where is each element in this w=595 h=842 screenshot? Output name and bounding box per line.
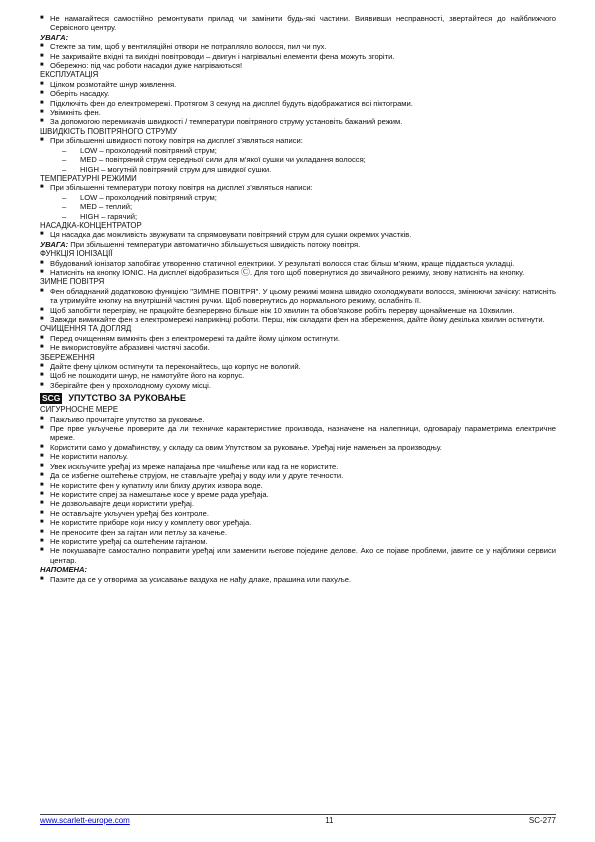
bullet-item [40, 183, 556, 192]
text-part: Натисніть на кнопку IONIC. На дисплеї відобразиться [50, 267, 242, 277]
bullet-text: Ця насадка дає можливість звужувати та спрямовувати повітряний струм для сушки окремих участків. [50, 230, 412, 240]
bullet-item [40, 415, 556, 424]
document-body [40, 14, 556, 584]
note-heading: УВАГА: [40, 32, 69, 42]
bullet-item [40, 230, 556, 239]
bullet-text: Не користите приборе који нису у комплету овог уређаја. [50, 518, 252, 528]
bullet-text: Користити само у домаћинству, у складу са овим Упутством за руковање. Уређај није намењен за производњу. [50, 442, 442, 452]
dash-marker: – [62, 145, 67, 155]
bullet-marker: ■ [40, 528, 44, 535]
bullet-text: Підключіть фен до електромережі. Протягом 3 секунд на дисплеї будуть відображатися всі піктограми. [50, 98, 413, 108]
bullet-marker: ■ [40, 537, 44, 544]
bullet-marker: ■ [40, 137, 44, 144]
bullet-marker: ■ [40, 334, 44, 341]
bullet-marker: ■ [40, 306, 44, 313]
bullet-text: Оберіть насадку. [50, 89, 110, 99]
bullet-text: Не дозвољавајте деци користити уређај. [50, 499, 194, 509]
bullet-marker: ■ [40, 472, 44, 479]
bullet-marker: ■ [40, 372, 44, 379]
bullet-item [40, 334, 556, 343]
bullet-text: Да се избегне оштећење струјом, не стављајте уређај у воду или у друге течности. [50, 471, 344, 481]
bullet-item [40, 481, 556, 490]
bullet-marker: ■ [40, 490, 44, 497]
bullet-marker: ■ [40, 99, 44, 106]
bullet-text: Не користите уређај са оштећеним гајтаном. [50, 536, 208, 546]
bullet-item [40, 509, 556, 518]
bullet-text: Перед очищенням вимкніть фен з електромережі та дайте йому цілком остигнути. [50, 333, 341, 343]
bullet-marker: ■ [40, 184, 44, 191]
dash-item [40, 202, 556, 211]
ionic-icon: Ⓒ [241, 266, 251, 277]
dash-text: LOW – прохолодний повітряний струм; [80, 192, 217, 202]
bullet-text: Не остављајте укључен уређај без контроле. [50, 508, 209, 518]
bullet-text: За допомогою перемикачів швидкості / температури повітряного струму установіть бажаний режим. [50, 117, 403, 127]
bullet-marker: ■ [40, 453, 44, 460]
bullet-marker: ■ [40, 363, 44, 370]
bullet-text: Не користити напољу. [50, 452, 129, 462]
language-section-header [40, 393, 556, 404]
page-number: 11 [325, 816, 334, 825]
section-heading: ОЧИЩЕННЯ ТА ДОГЛЯД [40, 324, 132, 334]
bullet-item [40, 371, 556, 380]
section-heading: НАСАДКА-КОНЦЕНТРАТОР [40, 220, 142, 230]
bullet-item [40, 14, 556, 33]
bullet-text: Щоб запобігти перегріву, не працюйте безперервно більше ніж 10 хвилин та обов'язкове робіть перерву щонайменше на 10хвилин. [50, 305, 515, 315]
bullet-text: Не покушавајте самостално поправити уређај или заменити његове поједине делове. Ако се појаве проблеми, јавите се у најближи сервиси центар. [50, 546, 556, 565]
dash-item [40, 193, 556, 202]
bullet-item [40, 575, 556, 584]
bullet-marker: ■ [40, 519, 44, 526]
bullet-marker: ■ [40, 268, 44, 275]
bullet-text: Пазите да се у отворима за усисавање ваздуха не нађу длаке, прашина или пахуље. [50, 574, 352, 584]
bullet-marker: ■ [40, 118, 44, 125]
dash-text: HIGH – гарячий; [80, 211, 138, 221]
bullet-text: При збільшенні температури потоку повітря на дисплеї з’являться написи: [50, 183, 313, 193]
bullet-text: Обережно: під час роботи насадки дуже нагріваються! [50, 61, 243, 71]
bullet-marker: ■ [40, 500, 44, 507]
bullet-text: Увімкніть фен. [50, 108, 101, 118]
bullet-item [40, 99, 556, 108]
bullet-item [40, 108, 556, 117]
bullet-text: Не користите фен у купатилу или близу других извора воде. [50, 480, 263, 490]
bullet-marker: ■ [40, 109, 44, 116]
bullet-marker: ■ [40, 344, 44, 351]
bullet-item [40, 80, 556, 89]
bullet-text: Вбудований іонізатор запобігає утворенню статичної електрики. У результаті волосся стає більш м’яким, краще піддається укладці. [50, 258, 515, 268]
bullet-marker: ■ [40, 425, 44, 432]
bullet-marker: ■ [40, 462, 44, 469]
bullet-marker: ■ [40, 259, 44, 266]
bullet-item [40, 306, 556, 315]
bullet-text: Не преносите фен за гајтан или петљу за качење. [50, 527, 227, 537]
bullet-text: Зберігайте фен у прохолодному сухому місці. [50, 380, 211, 390]
dash-marker: – [62, 192, 67, 202]
bullet-marker: ■ [40, 90, 44, 97]
bullet-item [40, 443, 556, 452]
section-heading: ФУНКЦІЯ ІОНІЗАЦІЇ [40, 249, 113, 259]
dash-item [40, 155, 556, 164]
bullet-text: Дайте фену цілком остигнути та переконайтесь, що корпус не вологий. [50, 362, 301, 372]
bullet-item [40, 61, 556, 70]
bullet-item [40, 89, 556, 98]
dash-item [40, 146, 556, 155]
bullet-item [40, 471, 556, 480]
bullet-item [40, 546, 556, 565]
bullet-text: Пажљиво прочитајте упутство за руковање. [50, 414, 205, 424]
bullet-item [40, 287, 556, 306]
note-text: При збільшенні температури автоматично збільшується швидкість потоку повітря. [68, 239, 361, 249]
bullet-text: Щоб не пошкодити шнур, не намотуйте його на корпус. [50, 371, 245, 381]
dash-text: LOW – прохолодний повітряний струм; [80, 145, 217, 155]
bullet-text: Цілком розмотайте шнур живлення. [50, 79, 177, 89]
bullet-marker: ■ [40, 231, 44, 238]
dash-item [40, 165, 556, 174]
bullet-text: Не намагайтеся самостійно ремонтувати прилад чи замінити будь-які частини. Виявивши несправності, звертайтеся до найближчого Сервісного центру. [50, 14, 556, 33]
bullet-item [40, 268, 556, 277]
bullet-text: Не користите спреј за намештање косе у време рада уређаја. [50, 489, 269, 499]
bullet-marker: ■ [40, 443, 44, 450]
website-link[interactable]: www.scarlett-europe.com [40, 816, 130, 825]
bullet-item [40, 518, 556, 527]
bullet-text: Не використовуйте абразивні чистячі засоби. [50, 343, 210, 353]
bullet-item [40, 362, 556, 371]
bullet-item [40, 52, 556, 61]
bullet-text: При збільшенні швидкості потоку повітря на дисплеї з’являться написи: [50, 136, 303, 146]
bullet-item [40, 537, 556, 546]
bullet-text: Не закривайте вхідні та вихідні повітроводи – двигун і нагрівальні елементи фена можуть згоріти. [50, 51, 395, 61]
bullet-marker: ■ [40, 575, 44, 582]
bullet-item [40, 381, 556, 390]
note-paragraph [40, 240, 556, 249]
model-number: SC-277 [528, 816, 556, 825]
section-heading: ШВИДКІСТЬ ПОВІТРЯНОГО СТРУМУ [40, 126, 178, 136]
bullet-item [40, 499, 556, 508]
page-footer [40, 814, 556, 825]
bullet-item [40, 452, 556, 461]
dash-marker: – [62, 211, 67, 221]
bullet-marker: ■ [40, 381, 44, 388]
bullet-text [50, 268, 556, 277]
section-heading: ЗБЕРЕЖЕННЯ [40, 352, 95, 362]
bullet-marker: ■ [40, 43, 44, 50]
bullet-marker: ■ [40, 547, 44, 554]
bullet-text: Фен обладнаний додатковою функцією "ЗИМНЕ ПОВІТРЯ". У цьому режимі можна швидко охолоджувати волосся, змінюючи зачіску: натисніть та утримуйте кнопку на внутрішній частині ручки. Щоб повернутись до нормального режиму, ослабніть її. [50, 286, 556, 306]
dash-marker: – [62, 202, 67, 212]
bullet-item [40, 462, 556, 471]
dash-text: MED – повітряний струм середньої сили для м’якої сушки чи укладання волосся; [80, 155, 366, 165]
bullet-item [40, 117, 556, 126]
dash-text: MED – теплий; [80, 202, 133, 212]
language-section-title: УПУТСТВО ЗА РУКОВАЊЕ [68, 393, 186, 404]
note-lead: УВАГА: [40, 239, 69, 249]
bullet-marker: ■ [40, 481, 44, 488]
dash-marker: – [62, 164, 67, 174]
bullet-item [40, 424, 556, 443]
section-heading: СИГУРНОСНЕ МЕРЕ [40, 405, 119, 415]
bullet-text: Пре прве укључење проверите да ли техничке карактеристике производа, назначене на налепници, одговарају параметрима електричне мреже. [50, 424, 556, 443]
section-heading: ЕКСПЛУАТАЦІЯ [40, 70, 99, 80]
section-heading: ЗИМНЕ ПОВІТРЯ [40, 277, 105, 287]
language-code-badge: SCG [42, 393, 61, 404]
bullet-marker: ■ [40, 15, 44, 21]
note-heading: НАПОМЕНА: [40, 565, 88, 575]
bullet-marker: ■ [40, 80, 44, 87]
bullet-item [40, 315, 556, 324]
bullet-marker: ■ [40, 415, 44, 422]
dash-text: HIGH – могутній повітряний струм для швидкої сушки. [80, 164, 272, 174]
bullet-text: Стежте за тим, щоб у вентиляційні отвори не потрапляло волосся, пил чи пух. [50, 42, 327, 52]
bullet-item [40, 259, 556, 268]
bullet-marker: ■ [40, 287, 44, 294]
section-heading: ТЕМПЕРАТУРНІ РЕЖИМИ [40, 173, 137, 183]
bullet-marker: ■ [40, 62, 44, 69]
bullet-text: Увек искључите уређај из мреже напајања пре чишћење или кад га не користите. [50, 461, 339, 471]
bullet-item [40, 136, 556, 145]
bullet-marker: ■ [40, 509, 44, 516]
bullet-marker: ■ [40, 52, 44, 59]
bullet-item [40, 343, 556, 352]
bullet-marker: ■ [40, 316, 44, 322]
bullet-item [40, 42, 556, 51]
dash-marker: – [62, 155, 67, 165]
bullet-item [40, 490, 556, 499]
bullet-text: Завжди вимикайте фен з електромережі наприкінці роботи. Перш, ніж складати фен на збереження, дайте йому декілька хвилин остигнути. [50, 315, 545, 324]
dash-item [40, 212, 556, 221]
text-part: . Для того щоб повернутися до звичайного режиму, знову натисніть на кнопку. [250, 267, 525, 277]
bullet-item [40, 528, 556, 537]
